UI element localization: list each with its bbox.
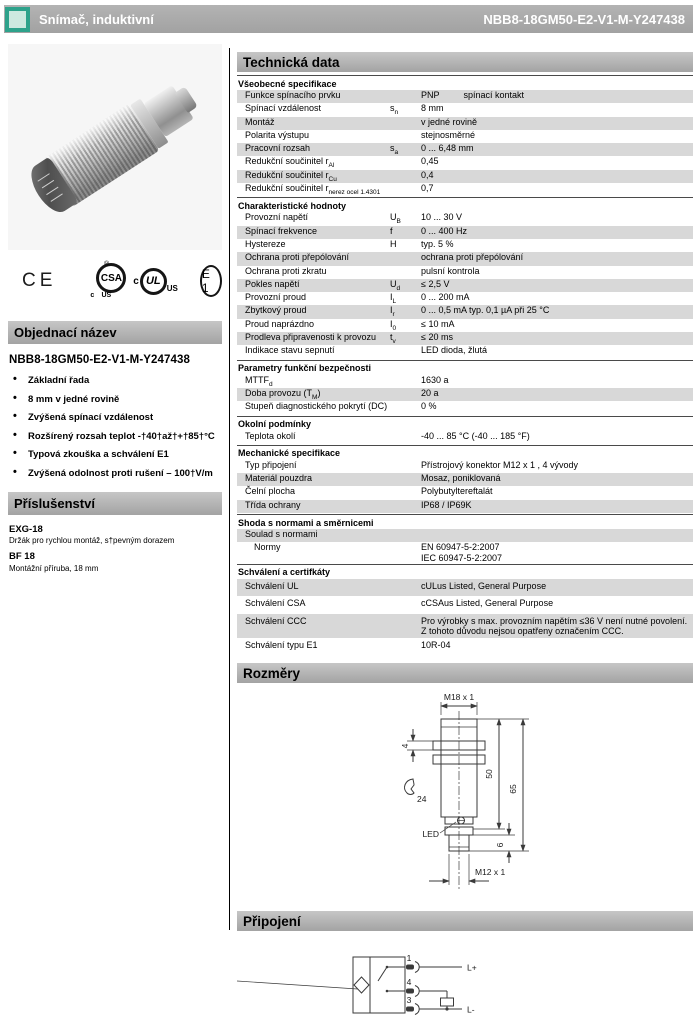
table-row — [237, 596, 693, 613]
row-label: $MTTF_d$ — [245, 374, 273, 388]
row-label: Stupeň diagnostického pokrytí (DC) — [245, 401, 388, 412]
row-label: Proud naprázdno — [245, 318, 315, 329]
accessory-description: Držák pro rychlou montáž, s†pevným dorazem — [9, 536, 175, 545]
cul-us-mark-icon: c UL US — [133, 263, 178, 299]
row-label: Schválení UL — [245, 580, 299, 591]
row-label: Funkce spínacího prvku — [245, 90, 341, 100]
row-label: Spínací vzdálenost — [245, 103, 322, 114]
row-value: 0,45 — [421, 156, 439, 167]
row-label: Pracovní rozsah — [245, 143, 311, 154]
row-value: typ. 5 % — [421, 238, 454, 249]
table-section-header: Okolní podmínky — [237, 416, 693, 431]
dimensions-drawing — [237, 689, 693, 911]
table-section-header: Schválení a certifkáty — [237, 564, 693, 579]
pin1-label: 1 — [406, 953, 412, 964]
dimensions-heading: Rozměry — [237, 663, 693, 683]
row-label: Schválení CSA — [245, 598, 306, 609]
technical-data-table — [237, 75, 693, 655]
table-row — [237, 431, 693, 444]
row-value: 0,7 — [421, 183, 434, 194]
row-value: -40 ... 85 °C (-40 ... 185 °F) — [421, 430, 530, 441]
feature-list — [11, 375, 222, 479]
page-header — [4, 5, 693, 33]
row-label: Redukční součinitel $r_{nerez ocel 1.4301}$ — [245, 183, 381, 196]
row-symbol: H — [390, 238, 397, 249]
feature-item: • Rozšírený rozsah teplot -†40†až†+†85†°C — [11, 431, 222, 442]
row-label: Redukční součinitel $r_{Cu}$ — [245, 169, 337, 183]
certification-logos — [8, 258, 222, 304]
row-symbol: $t_v$ — [390, 332, 396, 345]
table-row — [237, 183, 693, 196]
table-row — [237, 542, 693, 563]
row-label: Typ připojení — [245, 459, 297, 470]
table-row — [237, 266, 693, 279]
row-value: v jedné rovině — [421, 116, 478, 127]
row-value: 0 ... 200 mA — [421, 292, 470, 303]
row-symbol: $I_0$ — [390, 318, 397, 332]
row-label: Doba provozu $(T_M)$ — [245, 387, 321, 401]
table-row — [237, 292, 693, 305]
table-row — [237, 332, 693, 345]
row-value: ≤ 20 ms — [421, 332, 453, 343]
accessories-list — [9, 524, 222, 573]
table-row — [237, 90, 693, 103]
row-label: Spínací frekvence — [245, 225, 318, 236]
feature-item: • Typová zkouška a schválení E1 — [11, 449, 222, 460]
row-label: Polarita výstupu — [245, 129, 310, 140]
table-section-header: Mechanické specifikace — [237, 445, 693, 460]
row-symbol: $s_a$ — [390, 143, 399, 156]
wrench-icon — [405, 779, 414, 795]
row-label: Schválení typu E1 — [245, 640, 318, 651]
row-label: Zbytkový proud — [245, 305, 307, 316]
row-value: 10 ... 30 V — [421, 212, 463, 223]
row-value: 8 mm — [421, 103, 444, 114]
main-content — [237, 52, 693, 1025]
accessories-heading: Příslušenství — [8, 492, 222, 515]
e1-mark-icon: E 1 — [200, 265, 222, 297]
dim-65-label: 65 — [508, 784, 518, 795]
row-label: Pokles napětí — [245, 278, 300, 289]
table-row — [237, 345, 693, 358]
table-row — [237, 226, 693, 239]
row-label: Teplota okolí — [245, 430, 296, 441]
row-label: Materiál pouzdra — [245, 473, 313, 484]
table-row — [237, 156, 693, 169]
row-value: EN 60947-5-2:2007 IEC 60947-5-2:2007 — [421, 542, 503, 563]
part-number: NBB8-18GM50-E2-V1-M-Y247438 — [483, 11, 685, 27]
inductive-sensor-symbol — [354, 977, 369, 993]
connection-diagram — [237, 945, 693, 1025]
led-label: LED — [422, 829, 439, 840]
product-photo — [8, 44, 222, 250]
row-value: 10R-04 — [421, 640, 451, 651]
table-section-header: Parametry funkční bezpečnosti — [237, 360, 693, 375]
table-row — [237, 305, 693, 318]
row-value: Polybutyltereftalát — [421, 486, 493, 497]
table-row — [237, 103, 693, 116]
dim-6-label: 6 — [495, 843, 505, 848]
row-value: ochrana proti přepólování — [421, 252, 524, 263]
table-row — [237, 473, 693, 486]
table-row — [237, 117, 693, 130]
row-value: 0 ... 400 Hz — [421, 225, 468, 236]
row-label: Indikace stavu sepnutí — [245, 345, 335, 356]
accessory-code: EXG-18 — [9, 523, 43, 535]
column-divider — [229, 48, 230, 930]
row-value: 0 ... 6,48 mm — [421, 143, 474, 154]
row-label: Hystereze — [245, 238, 286, 249]
row-value: 0,4 — [421, 169, 434, 180]
dim-4-label: 4 — [400, 744, 410, 749]
dim-50-label: 50 — [484, 769, 494, 780]
load-symbol — [441, 998, 454, 1006]
row-label: Soulad s normami — [245, 529, 318, 540]
table-row — [237, 252, 693, 265]
product-type-title: Snímač, induktivní — [39, 11, 154, 27]
row-value: 0 ... 0,5 mA typ. 0,1 µA při 25 °C — [421, 305, 550, 316]
row-value: stejnosměrné — [421, 129, 476, 140]
table-row — [237, 388, 693, 401]
row-label: Redukční součinitel $r_{Al}$ — [245, 156, 335, 170]
lplus-label: L+ — [467, 962, 477, 973]
accessory-description: Montážní příruba, 18 mm — [9, 563, 99, 573]
table-row — [237, 239, 693, 252]
pin3-label: 3 — [406, 995, 412, 1006]
order-code: NBB8-18GM50-E2-V1-M-Y247438 — [9, 354, 191, 366]
table-section-header: Všeobecné specifikace — [237, 75, 693, 90]
technical-data-heading: Technická data — [237, 52, 693, 72]
pin4-label: 4 — [406, 977, 412, 988]
row-value: Pro výrobky s max. provozním napětím ≤36 V není nutné povolení. Z tohoto důvodu nejsou opatřeny označením CCC. — [421, 615, 688, 636]
table-row — [237, 143, 693, 156]
connection-heading: Připojení — [237, 911, 693, 931]
table-row — [237, 529, 693, 542]
row-label: Schválení CCC — [245, 615, 307, 626]
dim-m18-label: M18 x 1 — [443, 692, 475, 703]
row-value: Přístrojový konektor M12 x 1 , 4 vývody — [421, 459, 579, 470]
row-value: 20 a — [421, 387, 439, 398]
csa-mark-icon: CSA c US ® — [90, 261, 111, 301]
row-label: Čelní plocha — [245, 486, 296, 497]
row-label: Montáž — [245, 116, 275, 127]
table-row — [237, 375, 693, 388]
row-symbol: $U_B$ — [390, 212, 401, 226]
row-value: ≤ 10 mA — [421, 318, 455, 329]
feature-item: • Základní řada — [11, 375, 222, 386]
row-value: PNP spínací kontakt — [421, 90, 525, 100]
feature-item: • 8 mm v jedné rovině — [11, 394, 222, 405]
table-row — [237, 319, 693, 332]
row-value: ≤ 2,5 V — [421, 278, 450, 289]
table-row — [237, 279, 693, 292]
feature-item: • Zvýšená spínací vzdálenost — [11, 412, 222, 423]
row-value — [421, 529, 693, 539]
row-label: Provozní proud — [245, 292, 307, 303]
pin-connector-icon — [406, 965, 414, 970]
row-label: Normy — [254, 542, 281, 553]
row-symbol: $s_n$ — [390, 103, 399, 117]
table-row — [237, 638, 693, 655]
pin-connector-icon — [406, 989, 414, 994]
brand-logo-icon — [5, 7, 30, 32]
row-symbol: $I_L$ — [390, 292, 397, 305]
row-symbol: f — [390, 225, 393, 236]
row-label: Ochrana proti přepólování — [245, 252, 350, 263]
row-label: Provozní napětí — [245, 212, 309, 223]
ce-mark-icon: CE — [22, 270, 57, 291]
table-row — [237, 579, 693, 596]
table-row — [237, 212, 693, 225]
row-value: 1630 a — [421, 374, 449, 385]
table-row — [237, 614, 693, 639]
row-value: Mosaz, poniklovaná — [421, 473, 501, 484]
row-symbol: $U_d$ — [390, 278, 401, 292]
row-value: 0 % — [421, 401, 437, 412]
sidebar — [8, 44, 222, 573]
table-row — [237, 486, 693, 499]
wrench-size-label: 24 — [417, 794, 427, 805]
row-value: LED dioda, žlutá — [421, 345, 488, 356]
row-label: Ochrana proti zkratu — [245, 265, 327, 276]
sensor-image — [23, 73, 206, 219]
dim-m12-label: M12 x 1 — [475, 867, 506, 878]
table-row — [237, 170, 693, 183]
row-label: Třída ochrany — [245, 499, 301, 510]
lminus-label: L- — [467, 1004, 475, 1015]
row-symbol: $I_r$ — [390, 305, 395, 319]
table-row — [237, 460, 693, 473]
table-section-header: Shoda s normami a směrnicemi — [237, 514, 693, 529]
table-row — [237, 130, 693, 143]
table-row — [237, 500, 693, 513]
row-value: IP68 / IP69K — [421, 499, 472, 510]
order-name-heading: Objednací název — [8, 321, 222, 344]
row-value: cCSAus Listed, General Purpose — [421, 598, 554, 609]
row-value: cULus Listed, General Purpose — [421, 580, 547, 591]
table-section-header: Charakteristické hodnoty — [237, 197, 693, 212]
accessory-code: BF 18 — [9, 551, 35, 562]
switch-symbol — [378, 967, 387, 981]
feature-item: • Zvýšená odolnost proti rušení – 100†V/m — [11, 468, 222, 479]
pin-connector-icon — [406, 1007, 414, 1012]
table-row — [237, 401, 693, 414]
row-label: Prodleva připravenosti k provozu — [245, 332, 377, 343]
row-value: pulsní kontrola — [421, 265, 480, 276]
